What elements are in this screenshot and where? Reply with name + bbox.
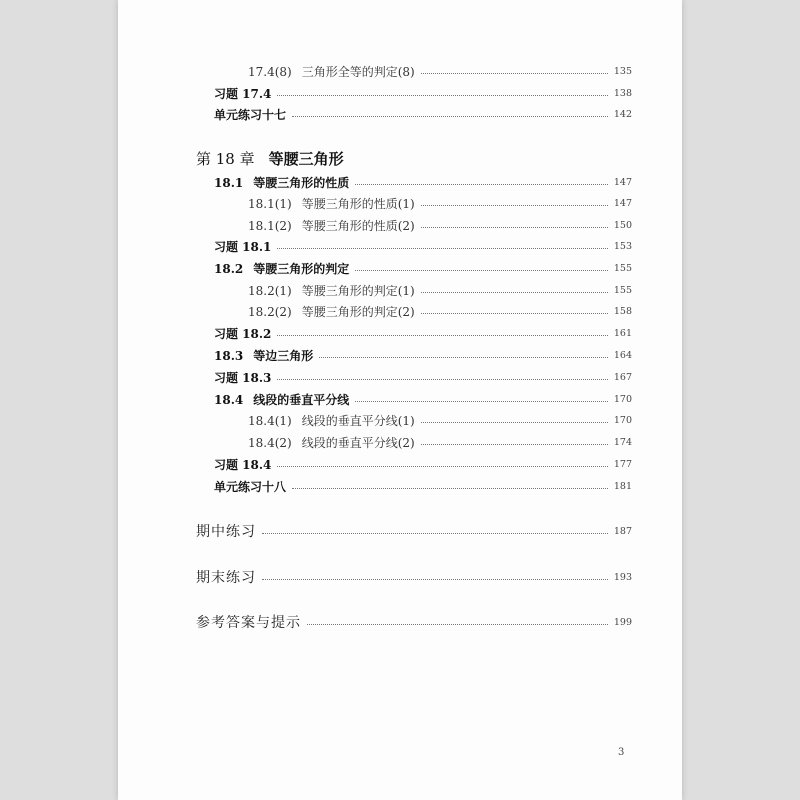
toc-entry-title: 期末练习 [196,570,256,586]
toc-page-number: 147 [613,197,632,209]
leader-dots [421,444,608,445]
toc-entry-title: 习题 18.3 [214,370,272,385]
toc-heading [214,174,349,191]
toc-entry[interactable] [118,215,682,235]
toc-entry-title: 期中练习 [196,524,256,540]
toc-heading [248,282,415,299]
toc-heading [248,434,415,451]
toc-entry[interactable] [118,612,682,632]
leader-dots [277,379,607,380]
toc-page-number: 155 [613,262,632,274]
toc-page-number: 187 [613,525,632,537]
leader-dots [421,422,608,423]
toc-entry[interactable] [118,301,682,321]
toc-page-number: 177 [613,458,632,470]
leader-dots [277,466,607,467]
leader-dots [421,205,608,206]
toc-entry-number: 18.4 [214,392,244,407]
leader-dots [292,488,608,489]
toc-entry-number: 18.2(1) [248,283,292,298]
toc-entry-title: 单元练习十七 [214,107,287,122]
toc-entry-number: 17.4(8) [248,64,292,79]
toc-entry-title: 等腰三角形的判定(2) [301,304,415,319]
toc-entry-title: 线段的垂直平分线(1) [301,413,415,428]
toc-entry[interactable] [118,476,682,496]
toc-entry[interactable] [118,432,682,452]
toc-heading [248,63,415,80]
toc-entry-number: 18.1(1) [248,196,292,211]
toc-entry-title: 等腰三角形的性质(2) [301,218,415,233]
toc-entry[interactable] [118,193,682,213]
toc-page-number: 170 [613,393,632,405]
chapter-number: 第 18 章 [196,149,255,168]
toc-page-number: 155 [613,284,632,296]
toc-heading [248,412,415,429]
toc-entry-number: 18.1 [214,175,244,190]
toc-entry[interactable] [118,367,682,387]
toc-page-number: 199 [613,616,632,628]
leader-dots [421,227,608,228]
toc-entry-title: 参考答案与提示 [196,615,301,631]
toc-heading [248,217,415,234]
toc-entry[interactable] [118,258,682,278]
leader-dots [421,73,608,74]
toc-page-number: 181 [613,480,632,492]
leader-dots [262,579,608,580]
toc-heading [196,148,344,169]
toc-heading [248,195,415,212]
toc-entry-number: 18.1(2) [248,218,292,233]
toc-entry-title: 习题 17.4 [214,86,272,101]
toc-entry[interactable] [118,280,682,300]
document-page [118,0,682,800]
toc-entry-title: 习题 18.2 [214,326,272,341]
leader-dots [421,292,608,293]
chapter-heading[interactable] [118,148,682,168]
toc-entry-title: 等腰三角形的判定 [253,261,350,276]
toc-page-number: 164 [613,349,632,361]
toc-page-number: 147 [613,176,632,188]
page-number: 3 [618,747,625,758]
toc-entry-title: 线段的垂直平分线(2) [301,435,415,450]
toc-entry-title: 三角形全等的判定(8) [301,64,415,79]
toc-entry[interactable] [118,389,682,409]
leader-dots [355,270,608,271]
leader-dots [355,401,608,402]
toc-entry[interactable] [118,567,682,587]
toc-heading [214,260,349,277]
toc-page-number: 161 [613,327,632,339]
leader-dots [421,313,608,314]
toc-entry-title: 等腰三角形的性质 [253,175,350,190]
toc-entry[interactable] [118,236,682,256]
toc-page-number: 150 [613,219,632,231]
toc-entry-number: 18.4(1) [248,413,292,428]
toc-entry[interactable] [118,345,682,365]
toc-entry-title: 习题 18.4 [214,457,272,472]
toc-entry-title: 等腰三角形的性质(1) [301,196,415,211]
toc-page-number: 138 [613,87,632,99]
toc-entry-number: 18.4(2) [248,435,292,450]
toc-page-number: 167 [613,371,632,383]
toc-entry-number: 18.2(2) [248,304,292,319]
toc-entry[interactable] [118,521,682,541]
toc-entry-title: 习题 18.1 [214,239,272,254]
toc-page-number: 158 [613,305,632,317]
leader-dots [277,335,607,336]
toc-page-number: 193 [613,571,632,583]
toc-entry[interactable] [118,172,682,192]
toc-entry[interactable] [118,83,682,103]
toc-heading [214,347,313,364]
toc-entry-title: 单元练习十八 [214,479,287,494]
leader-dots [277,248,607,249]
toc-page-number: 153 [613,240,632,252]
leader-dots [277,95,607,96]
toc-entry-title: 等腰三角形的判定(1) [301,283,415,298]
toc-entry[interactable] [118,104,682,124]
toc-page-number: 142 [613,108,632,120]
leader-dots [319,357,608,358]
toc-heading [214,391,349,408]
toc-entry[interactable] [118,454,682,474]
toc-entry[interactable] [118,410,682,430]
toc-entry-number: 18.3 [214,348,244,363]
toc-page-number: 174 [613,436,632,448]
leader-dots [292,116,608,117]
toc-heading [248,303,415,320]
leader-dots [262,533,608,534]
toc-entry-number: 18.2 [214,261,244,276]
leader-dots [355,184,608,185]
toc-entry[interactable] [118,61,682,81]
toc-page-number: 170 [613,414,632,426]
toc-page-number: 135 [613,65,632,77]
toc-entry-title: 线段的垂直平分线 [253,392,350,407]
leader-dots [307,624,608,625]
toc-entry-title: 等边三角形 [253,348,314,363]
chapter-title: 等腰三角形 [268,149,344,168]
toc-entry[interactable] [118,323,682,343]
